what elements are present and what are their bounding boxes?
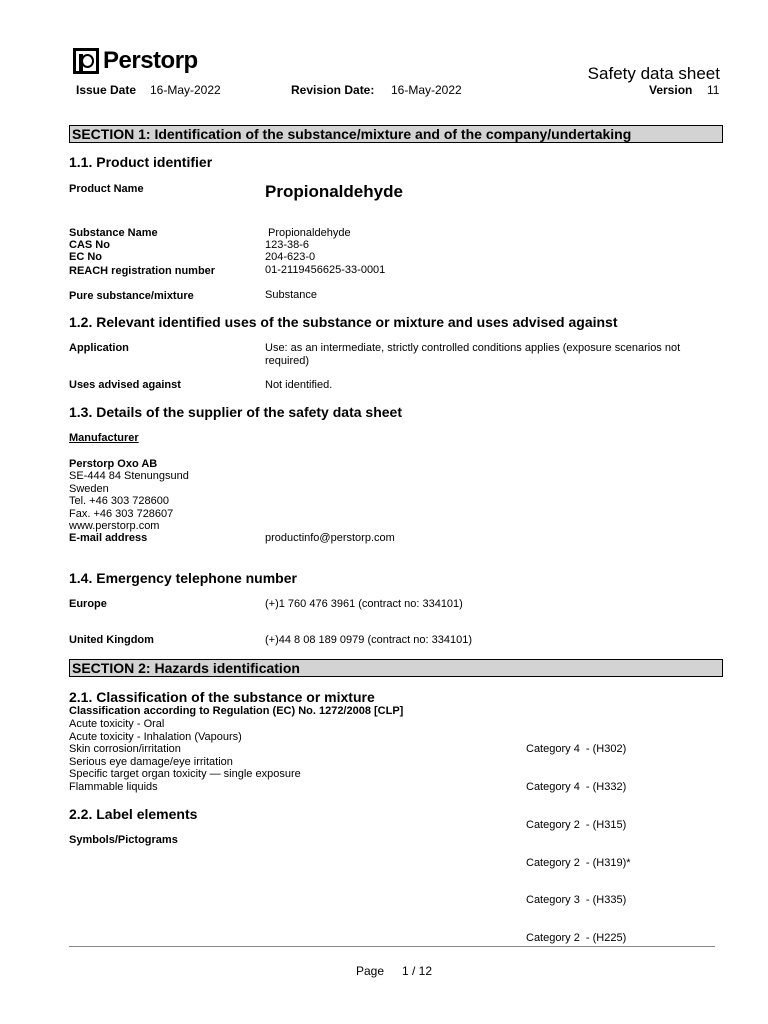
- hazard-row-label: Acute toxicity - Oral: [69, 718, 165, 730]
- hazard-row-label: Skin corrosion/irritation: [69, 743, 181, 756]
- uses-advised-against-value: Not identified.: [265, 379, 333, 391]
- company-name: Perstorp Oxo AB: [69, 458, 158, 470]
- email-label: E-mail address: [69, 532, 148, 544]
- europe-label: Europe: [69, 598, 107, 610]
- section-2-heading: SECTION 2: Hazards identification: [69, 659, 723, 677]
- product-name-label: Product Name: [69, 183, 144, 195]
- hazard-row-category: Category 4 - (H332): [526, 780, 627, 793]
- hazard-row-category: Category 4 - (H302): [526, 743, 627, 756]
- reach-label: REACH registration number: [69, 265, 216, 277]
- hazard-row-label: Specific target organ toxicity — single exposure: [69, 768, 301, 781]
- substance-name-label: Substance Name: [69, 227, 158, 239]
- footer-divider: [69, 946, 715, 947]
- cas-label: CAS No: [69, 239, 110, 251]
- cas-value: 123-38-6: [265, 239, 310, 251]
- ec-label: EC No: [69, 251, 102, 263]
- ec-value: 204-623-0: [265, 251, 316, 263]
- revision-date-value: 16-May-2022: [391, 83, 462, 97]
- page-label: Page: [356, 964, 385, 978]
- uk-phone: (+)44 8 08 189 0979 (contract no: 334101): [265, 634, 473, 646]
- reach-value: 01-2119456625-33-0001: [265, 264, 386, 276]
- pure-substance-label: Pure substance/mixture: [69, 290, 194, 302]
- hazard-row-category: Category 2 - (H225): [526, 932, 627, 945]
- hazard-row-category: Category 3 - (H335): [526, 894, 627, 907]
- hazard-row-label: Acute toxicity - Inhalation (Vapours): [69, 730, 242, 743]
- email-value[interactable]: productinfo@perstorp.com: [265, 532, 395, 544]
- application-label: Application: [69, 342, 129, 354]
- issue-date-label: Issue Date: [76, 83, 137, 97]
- brand-name: Perstorp: [103, 47, 198, 74]
- heading-2-1: 2.1. Classification of the substance or mixture: [69, 689, 375, 705]
- pure-substance-value: Substance: [265, 289, 317, 301]
- hazard-row-category: Category 2 - (H315): [526, 818, 627, 831]
- uses-advised-against-label: Uses advised against: [69, 379, 181, 391]
- perstorp-logo: [73, 46, 198, 76]
- company-address-2: Sweden: [69, 483, 109, 495]
- manufacturer-label: Manufacturer: [69, 432, 139, 444]
- issue-date-value: 16-May-2022: [150, 83, 221, 97]
- perstorp-logo-icon: [73, 48, 99, 74]
- heading-1-1: 1.1. Product identifier: [69, 154, 213, 170]
- heading-2-2: 2.2. Label elements: [69, 806, 198, 822]
- section-1-heading: SECTION 1: Identification of the substance/mixture and of the company/undertaking: [69, 125, 723, 143]
- document-title: Safety data sheet: [587, 64, 720, 83]
- product-name-value: Propionaldehyde: [265, 182, 403, 201]
- heading-1-3: 1.3. Details of the supplier of the safety data sheet: [69, 404, 402, 420]
- heading-1-2: 1.2. Relevant identified uses of the substance or mixture and uses advised against: [69, 314, 618, 330]
- symbols-pictograms-label: Symbols/Pictograms: [69, 834, 178, 846]
- revision-date-label: Revision Date:: [291, 83, 375, 97]
- classification-subheading: Classification according to Regulation (EC) No. 1272/2008 [CLP]: [69, 705, 404, 717]
- company-tel: Tel. +46 303 728600: [69, 495, 170, 507]
- version-value: 11: [707, 83, 720, 97]
- heading-1-4: 1.4. Emergency telephone number: [69, 570, 297, 586]
- hazard-row-label: Serious eye damage/eye irritation: [69, 755, 233, 768]
- substance-name-value: Propionaldehyde: [268, 227, 351, 239]
- company-website[interactable]: www.perstorp.com: [69, 520, 160, 532]
- version-label: Version: [649, 83, 693, 97]
- page-number: 1 / 12: [402, 964, 433, 978]
- hazard-row-category: Category 2 - (H319)*: [526, 856, 631, 869]
- hazard-row-label: Flammable liquids: [69, 780, 158, 793]
- company-address-1: SE-444 84 Stenungsund: [69, 470, 189, 482]
- classification-hazard-list: [69, 718, 301, 794]
- classification-category-list: [526, 718, 631, 957]
- application-value-line1: Use: as an intermediate, strictly controlled conditions applies (exposure scenarios not: [265, 342, 681, 354]
- company-fax: Fax. +46 303 728607: [69, 508, 174, 520]
- europe-phone: (+)1 760 476 3961 (contract no: 334101): [265, 598, 463, 610]
- uk-label: United Kingdom: [69, 634, 154, 646]
- application-value-line2: required): [265, 355, 310, 367]
